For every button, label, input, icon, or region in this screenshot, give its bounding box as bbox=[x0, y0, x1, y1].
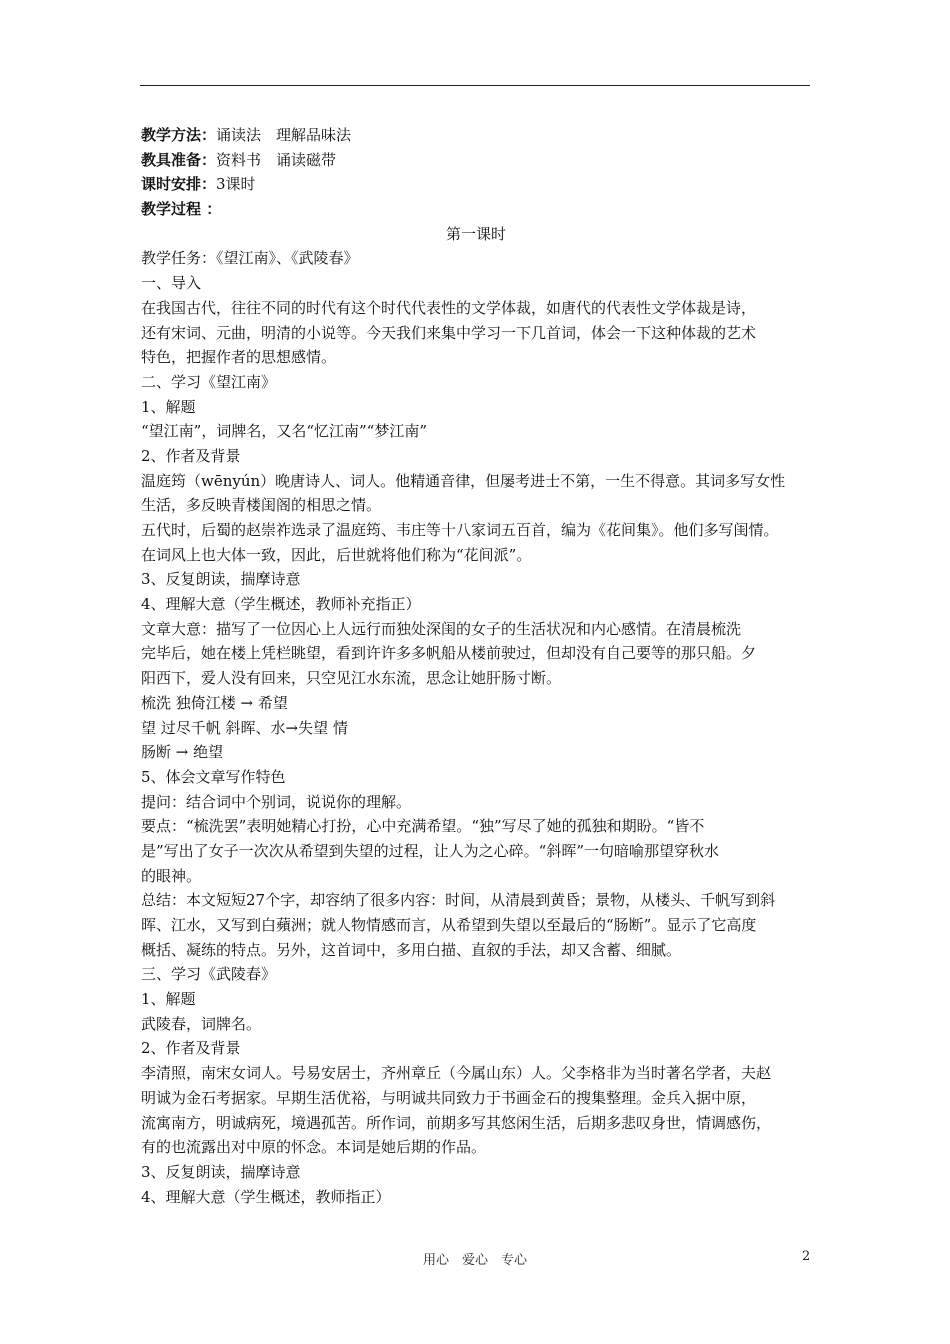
text-line: 的眼神。 bbox=[141, 866, 202, 885]
text-line: 3、反复朗读，揣摩诗意 bbox=[141, 1162, 301, 1181]
text-line: 在词风上也大体一致，因此，后世就将他们称为“花间派”。 bbox=[141, 545, 532, 564]
text-line: 3、反复朗读，揣摩诗意 bbox=[141, 570, 301, 589]
text-line: 三、学习《武陵春》 bbox=[141, 965, 277, 984]
class-hours-value: 3课时 bbox=[216, 175, 256, 194]
text-line: 望 过尽千帆 斜晖、水→失望 情 bbox=[141, 718, 348, 737]
lesson-title: 第一课时 bbox=[445, 224, 506, 243]
teaching-tools-label: 教具准备： bbox=[141, 150, 217, 169]
text-line: 温庭筠（wēnyún）晚唐诗人、词人。他精通音律，但屡考进士不第，一生不得意。其词多写女性 bbox=[141, 471, 786, 490]
body-lines bbox=[141, 246, 811, 1209]
teaching-tools bbox=[141, 148, 811, 173]
text-line: 4、理解大意（学生概述，教师补充指正） bbox=[141, 595, 421, 614]
teaching-method bbox=[141, 123, 811, 148]
text-line: 生活，多反映青楼闺阁的相思之情。 bbox=[141, 496, 382, 515]
text-line: 二、学习《望江南》 bbox=[141, 372, 277, 391]
text-line: 明诚为金石考据家。早期生活优裕，与明诚共同致力于书画金石的搜集整理。金兵入据中原， bbox=[141, 1088, 757, 1107]
text-line: 提问：结合词中个别词，说说你的理解。 bbox=[141, 792, 412, 811]
page-number: 2 bbox=[802, 1249, 811, 1264]
class-hours bbox=[141, 172, 811, 197]
text-line: 2、作者及背景 bbox=[141, 446, 241, 465]
text-line: 特色，把握作者的思想感情。 bbox=[141, 348, 337, 367]
header-rule bbox=[140, 85, 810, 86]
text-line: 晖、江水，又写到白蘋洲；就人物情感而言，从希望到失望以至最后的“肠断”。显示了它高度 bbox=[141, 916, 757, 934]
text-line: 要点：“梳洗罢”表明她精心打扮，心中充满希望。“独”写尽了她的孤独和期盼。“皆不 bbox=[141, 817, 705, 836]
teaching-tools-value: 资料书 诵读磁带 bbox=[216, 150, 337, 169]
text-line: 2、作者及背景 bbox=[141, 1039, 241, 1058]
text-line: 五代时，后蜀的赵崇祚选录了温庭筠、韦庄等十八家词五百首，编为《花间集》。他们多写闺情。 bbox=[141, 521, 779, 539]
text-line: “望江南”，词牌名，又名“忆江南”“梦江南” bbox=[141, 422, 428, 441]
text-line: 在我国古代，往往不同的时代有这个时代代表性的文学体裁，如唐代的代表性文学体裁是诗， bbox=[141, 298, 757, 317]
text-line: 武陵春，词牌名。 bbox=[141, 1014, 262, 1033]
text-line: 是”写出了女子一次次从希望到失望的过程，让人为之心碎。“斜晖”一句暗喻那望穿秋水 bbox=[141, 841, 720, 860]
text-line: 一、导入 bbox=[141, 274, 202, 293]
document-body bbox=[141, 123, 811, 1209]
teaching-method-label: 教学方法： bbox=[141, 126, 217, 144]
text-line: 教学任务：《望江南》、《武陵春》 bbox=[141, 249, 359, 268]
text-line: 梳洗 独倚江楼 → 希望 bbox=[141, 693, 288, 712]
text-line: 总结：本文短短27个字，却容纳了很多内容：时间，从清晨到黄昏；景物，从楼头、千帆写到斜 bbox=[141, 891, 776, 910]
text-line: 4、理解大意（学生概述，教师指正） bbox=[141, 1187, 391, 1206]
text-line: 李清照，南宋女词人。号易安居士，齐州章丘（今属山东）人。父李格非为当时著名学者，夫赵 bbox=[141, 1064, 772, 1083]
text-line: 流寓南方，明诚病死，境遇孤苦。所作词，前期多写其悠闲生活，后期多悲叹身世，情调感伤， bbox=[141, 1113, 772, 1132]
footer-motto: 用心 爱心 专心 bbox=[422, 1253, 527, 1268]
class-hours-label: 课时安排： bbox=[141, 175, 217, 194]
text-line: 文章大意：描写了一位因心上人远行而独处深闺的女子的生活状况和内心感情。在清晨梳洗 bbox=[141, 619, 742, 638]
teaching-method-value: 诵读法 理解品味法 bbox=[216, 126, 352, 144]
text-line: 肠断 → 绝望 bbox=[141, 743, 224, 762]
text-line: 阳西下，爱人没有回来，只空见江水东流，思念让她肝肠寸断。 bbox=[141, 669, 562, 688]
text-line: 概括、凝练的特点。另外，这首词中，多用白描、直叙的手法，却又含蓄、细腻。 bbox=[141, 940, 682, 959]
text-line: 有的也流露出对中原的怀念。本词是她后期的作品。 bbox=[141, 1138, 487, 1157]
text-line: 1、解题 bbox=[141, 397, 196, 416]
text-line: 5、体会文章写作特色 bbox=[141, 767, 286, 786]
text-line: 还有宋词、元曲，明清的小说等。今天我们来集中学习一下几首词，体会一下这种体裁的艺术 bbox=[141, 323, 757, 342]
text-line: 完毕后，她在楼上凭栏眺望，看到许许多多帆船从楼前驶过，但却没有自己要等的那只船。夕 bbox=[141, 644, 757, 663]
text-line: 1、解题 bbox=[141, 990, 196, 1009]
teaching-process-heading: 教学过程 ： bbox=[141, 200, 222, 219]
